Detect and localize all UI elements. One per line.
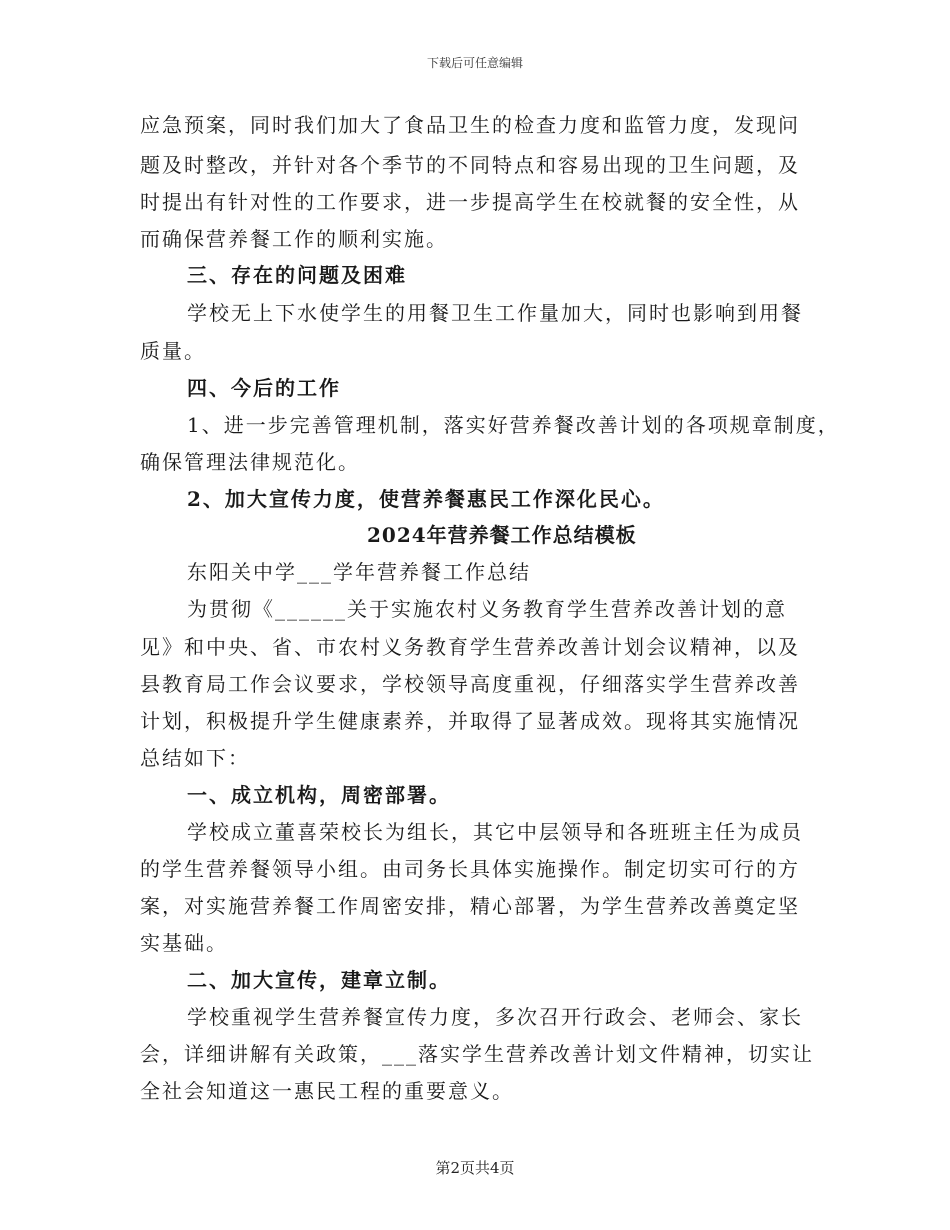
paragraph-line: 学校重视学生营养餐宣传力度，多次召开行政会、老师会、家长: [187, 1005, 803, 1029]
section-heading: 三、存在的问题及困难: [187, 263, 407, 287]
paragraph-line: 计划，积极提升学生健康素养，并取得了显著成效。现将其实施情况: [140, 709, 800, 733]
paragraph-line: 而确保营养餐工作的顺利实施。: [140, 227, 448, 251]
paragraph-line: 总结如下：: [140, 746, 250, 770]
section-heading: 一、成立机构，周密部署。: [187, 783, 451, 807]
paragraph-line: 题及时整改，并针对各个季节的不同特点和容易出现的卫生问题，及: [140, 153, 800, 177]
paragraph-line: 为贯彻《______关于实施农村义务教育学生营养改善计划的意: [187, 597, 787, 621]
paragraph-line: 全社会知道这一惠民工程的重要意义。: [140, 1079, 514, 1103]
paragraph-line: 会，详细讲解有关政策，___落实学生营养改善计划文件精神，切实让: [140, 1042, 814, 1066]
page-number: 第2页共4页: [435, 1159, 515, 1177]
paragraph-line: 案，对实施营养餐工作周密安排，精心部署，为学生营养改善奠定坚: [140, 894, 800, 918]
paragraph-line: 应急预案，同时我们加大了食品卫生的检查力度和监管力度，发现问: [140, 113, 800, 137]
paragraph-line: 学校无上下水使学生的用餐卫生工作量加大，同时也影响到用餐: [187, 301, 803, 325]
paragraph-line: 的学生营养餐领导小组。由司务长具体实施操作。制定切实可行的方: [140, 857, 800, 881]
section-heading: 二、加大宣传，建章立制。: [187, 968, 451, 992]
paragraph-line: 实基础。: [140, 931, 228, 955]
page-header-note: 下载后可任意编辑: [426, 56, 523, 70]
paragraph-line: 时提出有针对性的工作要求，进一步提高学生在校就餐的安全性，从: [140, 190, 800, 214]
document-title: 2024年营养餐工作总结模板: [367, 523, 637, 547]
section-heading: 四、今后的工作: [187, 376, 341, 400]
paragraph-line: 质量。: [140, 339, 206, 363]
paragraph-line: 县教育局工作会议要求，学校领导高度重视，仔细落实学生营养改善: [140, 672, 800, 696]
section-heading: 2、加大宣传力度，使营养餐惠民工作深化民心。: [187, 487, 665, 511]
paragraph-line: 确保管理法律规范化。: [140, 450, 360, 474]
paragraph-line: 东阳关中学___学年营养餐工作总结: [187, 560, 531, 584]
paragraph-line: 1、进一步完善管理机制，落实好营养餐改善计划的各项规章制度，: [187, 413, 840, 437]
paragraph-line: 见》和中央、省、市农村义务教育学生营养改善计划会议精神，以及: [140, 635, 800, 659]
paragraph-line: 学校成立董喜荣校长为组长，其它中层领导和各班班主任为成员: [187, 820, 803, 844]
